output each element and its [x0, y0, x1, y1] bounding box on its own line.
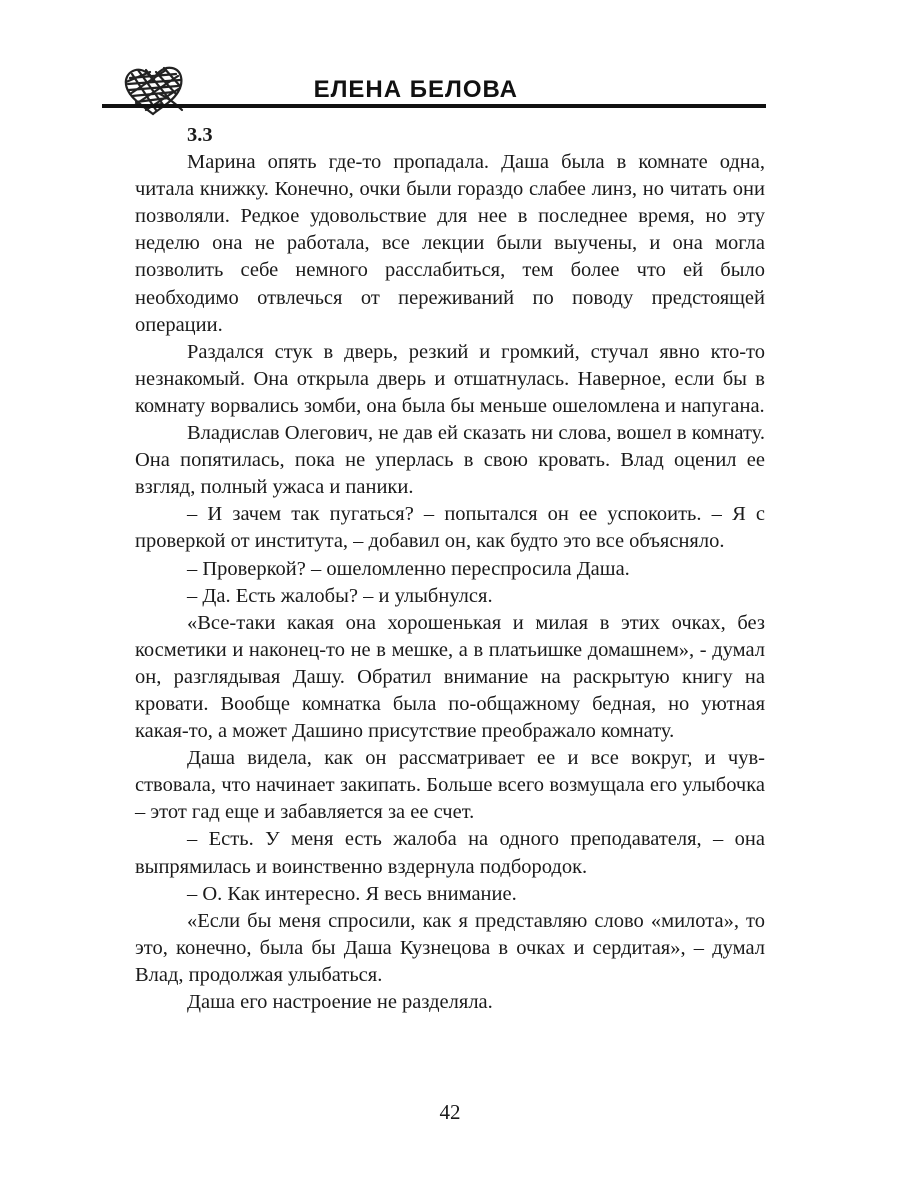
paragraph: Даша видела, как он рассматривает ее и все вокруг, и чувствовала, что начинает закипать. Больше всего возмущала его улыбочка – этот гад еще и забавляется за ее счет.: [135, 747, 765, 824]
paragraph: Раздался стук в дверь, резкий и громкий, стучал явно кто-то незнакомый. Она открыла дверь и отшатнулась. Наверное, если бы в комнату ворвались зомби, она была бы меньше ошеломлена и напугана.: [135, 340, 765, 417]
paragraph: Владислав Олегович, не дав ей сказать ни слова, вошел в комнату. Она попятилась, пока не уперлась в свою кровать. Влад оценил ее взгляд, полный ужаса и паники.: [135, 422, 765, 499]
paragraph: Даша его настроение не разделяла.: [187, 991, 493, 1013]
paragraph: – О. Как интересно. Я весь внимание.: [187, 882, 517, 905]
page-body: [135, 122, 765, 1016]
author-name: ЕЛЕНА БЕЛОВА: [313, 76, 518, 103]
paragraph: «Если бы меня спросили, как я представляю слово «милота», то это, конечно, была бы Даша Кузнецова в очках и сердитая», – думал Влад, продолжая улыбаться.: [135, 909, 765, 986]
page-number: 42: [439, 1100, 461, 1124]
paragraph: Марина опять где-то пропадала. Даша была в комнате одна, читала книжку. Конечно, очки были гораздо слабее линз, но читать они позволяли. Редкое удовольствие для нее в последнее время, но эту неделю она не работала, все лекции были выучены, и она могла позволить себе немного расслабиться, тем более что ей было необходимо отвлечься от переживаний по поводу предстоящей операции.: [135, 151, 765, 336]
paragraph: – И зачем так пугаться? – попытался он ее успокоить. – Я с проверкой от института, – добавил он, как будто это все объясняло.: [135, 503, 765, 553]
section-number: 3.3: [187, 124, 213, 146]
paragraph: – Проверкой? – ошеломленно переспросила Даша.: [187, 557, 630, 580]
paragraph: – Есть. У меня есть жалоба на одного преподавателя, – она выпрямилась и воинственно вздернула подбородок.: [135, 828, 765, 878]
paragraph: «Все-таки какая она хорошенькая и милая в этих очках, без косметики и наконец-то не в мешке, а в платьишке домашнем», - думал он, разглядывая Дашу. Обратил внимание на раскрытую книгу на кровати. Вообще комнатка была по-общажному бедная, но уютная какая-то, а может Дашино присутствие преображало комнату.: [135, 611, 765, 743]
header-rule: [102, 104, 766, 108]
paragraph: – Да. Есть жалобы? – и улыбнулся.: [187, 584, 493, 607]
running-header: [102, 62, 766, 118]
scribble-heart-icon: [120, 64, 186, 118]
